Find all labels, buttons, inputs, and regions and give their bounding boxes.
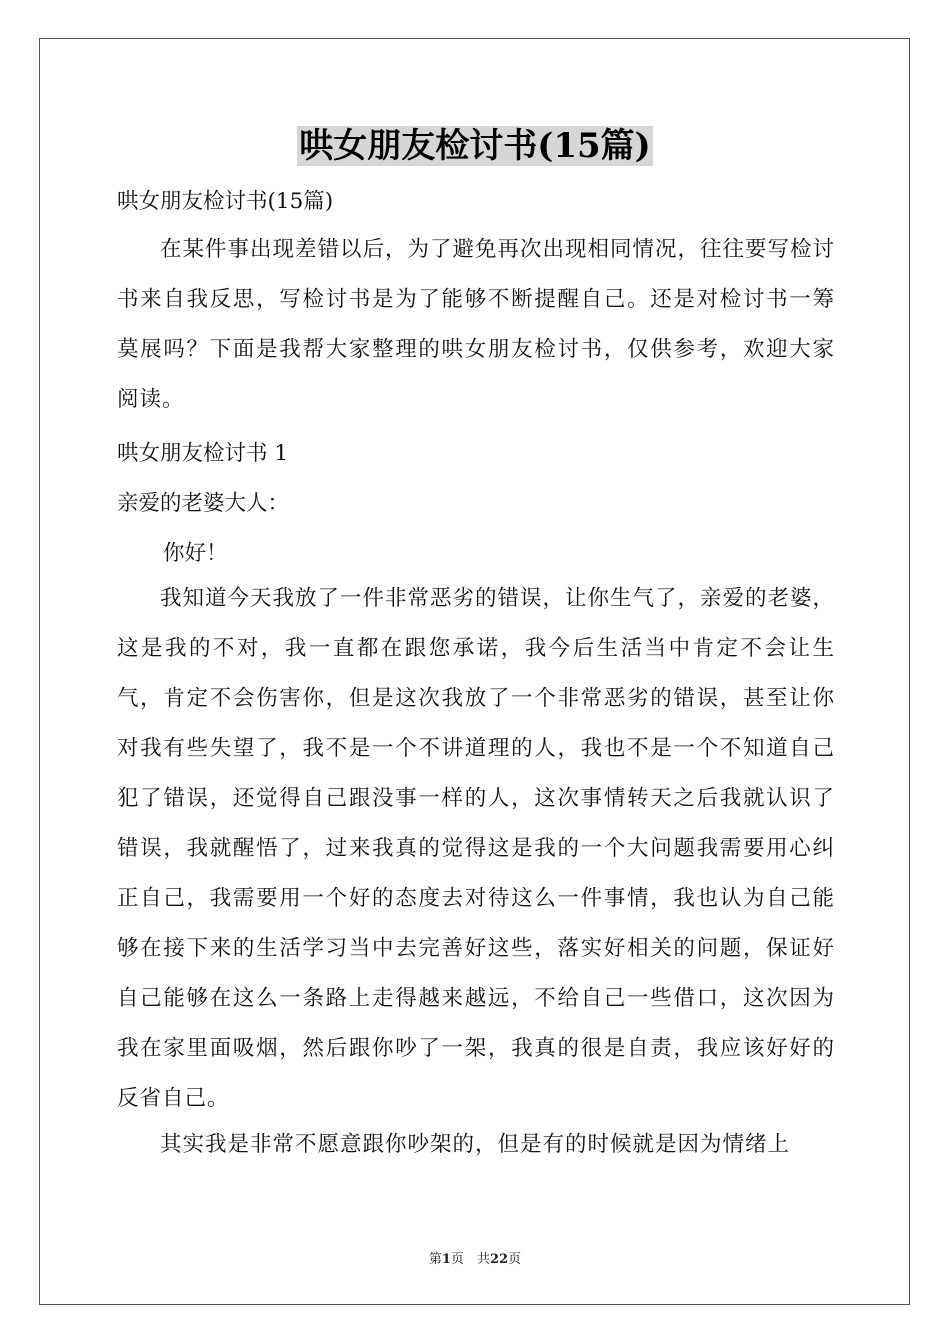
- footer-prefix: 第: [428, 1252, 442, 1267]
- intro-paragraph: 在某件事出现差错以后，为了避免再次出现相同情况，往往要写检讨书来自我反思，写检讨书是为了能够不断提醒自己。还是对检讨书一筹莫展吗？下面是我帮大家整理的哄女朋友检讨书，仅供参考，欢迎大家阅读。: [117, 237, 836, 412]
- current-page-number: 1: [441, 1252, 451, 1267]
- greeting: 你好！: [163, 541, 228, 566]
- page-footer: [0, 1248, 950, 1267]
- body-paragraph-2: 其实我是非常不愿意跟你吵架的，但是有的时候就是因为情绪上: [160, 1132, 791, 1157]
- document-title: 哄女朋友检讨书(15篇): [299, 126, 651, 166]
- footer-mid: 页 共: [450, 1252, 490, 1267]
- footer-suffix: 页: [508, 1252, 522, 1267]
- section-heading: 哄女朋友检讨书 1: [117, 441, 289, 466]
- salutation: 亲爱的老婆大人：: [117, 491, 290, 516]
- total-pages: 22: [489, 1252, 509, 1267]
- body-paragraph-1: 我知道今天我放了一件非常恶劣的错误，让你生气了，亲爱的老婆，这是我的不对，我一直都在跟您承诺，我今后生活当中肯定不会让生气，肯定不会伤害你，但是这次我放了一个非常恶劣的错误，甚至让你对我有些失望了，我不是一个不讲道理的人，我也不是一个不知道自己犯了错误，还觉得自己跟没事一样的人，这次事情转天之后我就认识了错误，我就醒悟了，过来我真的觉得这是我的一个大问题我需要用心纠正自己，我需要用一个好的态度去对待这么一件事情，我也认为自己能够在接下来的生活学习当中去完善好这些，落实好相关的问题，保证好自己能够在这么一条路上走得越来越远，不给自己一些借口，这次因为我在家里面吸烟，然后跟你吵了一架，我真的很是自责，我应该好好的反省自己。: [117, 586, 836, 1111]
- document-subtitle: 哄女朋友检讨书(15篇): [117, 189, 334, 214]
